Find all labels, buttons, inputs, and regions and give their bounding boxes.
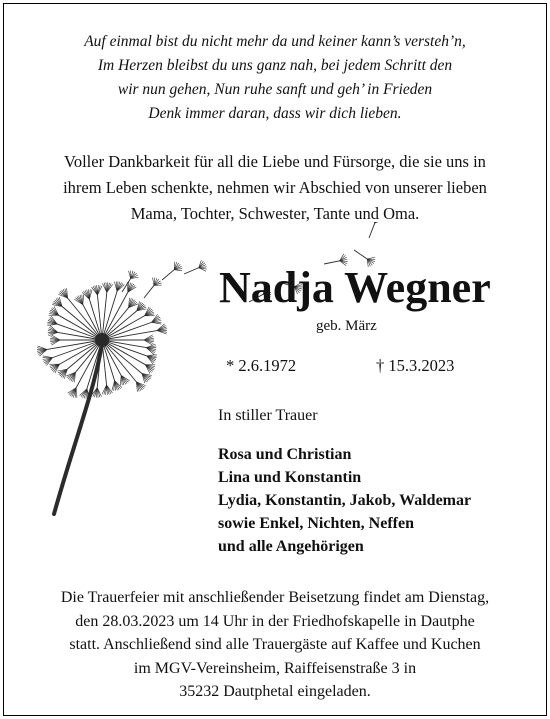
service-line: 35232 Dautphetal eingeladen. — [179, 683, 371, 700]
deceased-name: Nadja Wegner — [219, 263, 491, 312]
intro-line: ihrem Leben schenkte, nehmen wir Abschied von unserer lieben — [63, 178, 487, 197]
intro-text — [4, 149, 546, 227]
death-date: † 15.3.2023 — [376, 356, 455, 375]
intro-line: Voller Dankbarkeit für all die Liebe und Fürsorge, die sie uns in — [64, 152, 486, 171]
poem-line: Im Herzen bleibst du uns ganz nah, bei jedem Schritt den — [97, 57, 453, 74]
service-line: statt. Anschließend sind alle Trauergäste auf Kaffee und Kuchen — [69, 636, 481, 653]
service-line: den 28.03.2023 um 14 Uhr in der Friedhofskapelle in Dautphe — [75, 612, 475, 630]
mourner-line: Lydia, Konstantin, Jakob, Waldemar — [218, 492, 472, 509]
poem-line: wir nun gehen, Nun ruhe sanft und geh’ in Frieden — [117, 81, 433, 98]
poem — [4, 30, 546, 126]
mourner-line: Lina und Konstantin — [218, 469, 362, 486]
service-line: Die Trauerfeier mit anschließender Beisetzung findet am Dienstag, — [60, 589, 490, 606]
service-line: im MGV-Vereinsheim, Raiffeisenstraße 3 in — [133, 659, 417, 677]
service-info — [4, 586, 546, 704]
intro-line: Mama, Tochter, Schwester, Tante und Oma. — [130, 204, 420, 223]
mourning-label: In stiller Trauer — [218, 407, 318, 424]
poem-line: Auf einmal bist du nicht mehr da und keiner kann’s versteh’n, — [84, 33, 466, 50]
mourner-line: und alle Angehörigen — [218, 538, 364, 555]
mourner-line: sowie Enkel, Nichten, Neffen — [218, 515, 414, 532]
birth-date: * 2.6.1972 — [226, 356, 297, 375]
mourner-line: Rosa und Christian — [218, 446, 352, 463]
birth-name: geb. März — [316, 318, 377, 334]
obituary-notice — [3, 3, 547, 716]
poem-line: Denk immer daran, dass wir dich lieben. — [148, 105, 402, 122]
mourners-list — [218, 443, 471, 558]
